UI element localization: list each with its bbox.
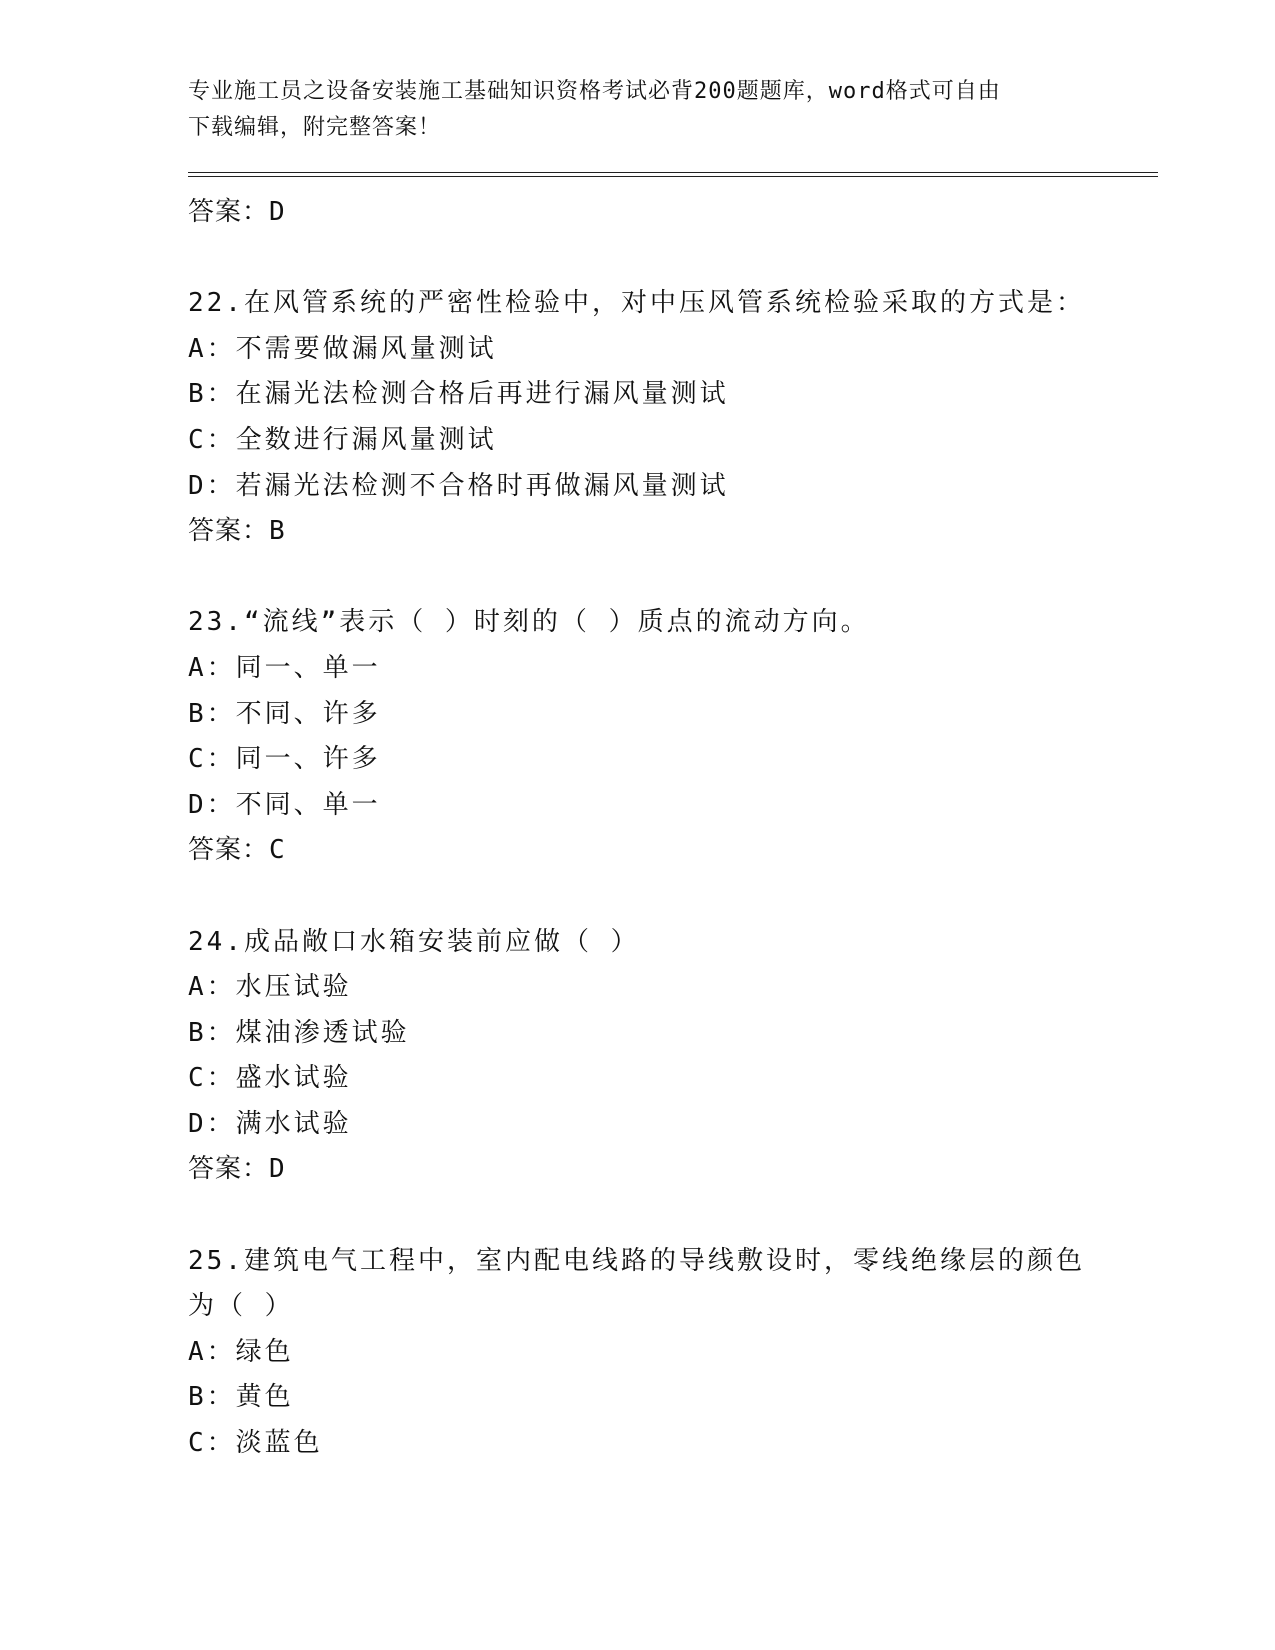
question-text: 24.成品敞口水箱安装前应做（ ） (188, 926, 640, 957)
option-c: C：盛水试验 (188, 1063, 352, 1094)
header-divider-top (188, 172, 1158, 173)
answer-line (188, 828, 1088, 874)
answer-line (188, 509, 1088, 555)
header-line-2: 下载编辑，附完整答案！ (188, 115, 442, 140)
question-block (188, 600, 1088, 874)
question-gap (188, 236, 1088, 282)
header-divider-bottom (188, 176, 1158, 177)
question-text: 25.建筑电气工程中，室内配电线路的导线敷设时，零线绝缘层的颜色 (188, 1245, 1085, 1276)
option-b: B：黄色 (188, 1382, 294, 1413)
option-a: A：水压试验 (188, 972, 352, 1003)
option-c: C：淡蓝色 (188, 1428, 323, 1459)
option-a: A：不需要做漏风量测试 (188, 333, 497, 364)
option-c: C：同一、许多 (188, 744, 381, 775)
answer-value: D (269, 197, 286, 227)
question-text-continued: 为（ ） (188, 1291, 294, 1322)
answer-line (188, 190, 1088, 236)
question-block (188, 1239, 1088, 1467)
document-header (188, 74, 1088, 146)
question-gap (188, 1193, 1088, 1239)
question-gap (188, 555, 1088, 601)
answer-line (188, 1147, 1088, 1193)
question-block (188, 920, 1088, 1194)
option-b: B：在漏光法检测合格后再进行漏风量测试 (188, 379, 729, 410)
option-d: D：若漏光法检测不合格时再做漏风量测试 (188, 470, 729, 501)
option-c: C：全数进行漏风量测试 (188, 424, 497, 455)
question-gap (188, 874, 1088, 920)
question-text: 22.在风管系统的严密性检验中，对中压风管系统检验采取的方式是： (188, 288, 1085, 319)
answer-label: 答案： (188, 516, 270, 547)
option-b: B：煤油渗透试验 (188, 1017, 410, 1048)
answer-label: 答案： (188, 835, 270, 866)
option-d: D：不同、单一 (188, 789, 381, 820)
option-d: D：满水试验 (188, 1108, 352, 1139)
answer-label: 答案： (188, 1154, 270, 1185)
option-a: A：同一、单一 (188, 652, 381, 683)
question-list (188, 190, 1088, 1467)
question-text: 23.“流线”表示（ ）时刻的（ ）质点的流动方向。 (188, 607, 870, 638)
option-b: B：不同、许多 (188, 698, 381, 729)
answer-value: C (269, 835, 286, 866)
option-a: A：绿色 (188, 1336, 294, 1367)
answer-value: D (269, 1154, 286, 1185)
answer-label: 答案： (188, 197, 270, 227)
answer-value: B (269, 516, 286, 547)
header-line-1: 专业施工员之设备安装施工基础知识资格考试必背200题题库，word格式可自由 (188, 79, 1001, 104)
question-block (188, 281, 1088, 555)
